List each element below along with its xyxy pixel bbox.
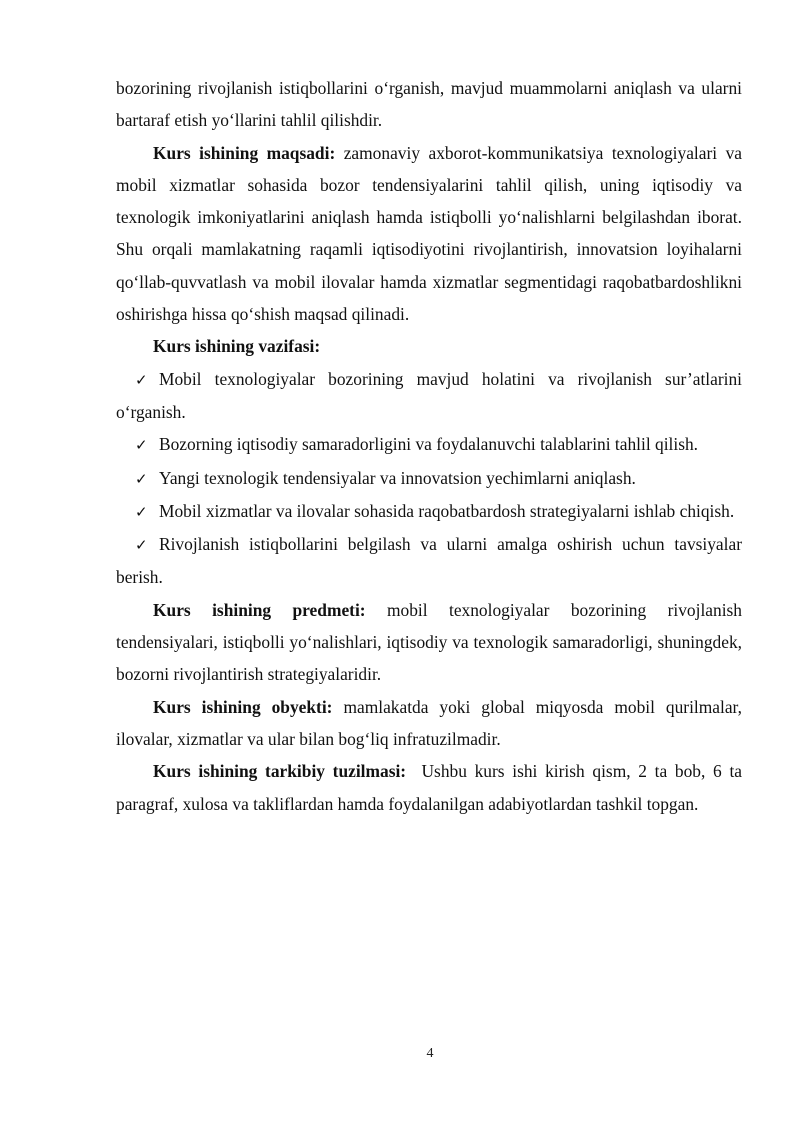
structure-paragraph	[116, 755, 747, 820]
subject-paragraph	[116, 594, 742, 691]
task-text: Mobil xizmatlar va ilovalar sohasida raqobatbardosh strategiyalarni ishlab chiqish.	[159, 500, 735, 521]
intro-paragraph	[116, 72, 742, 137]
task-text: Rivojlanish istiqbollarini belgilash va ularni amalga oshirish uchun tavsiyalar berish.	[116, 534, 742, 588]
check-icon: ✓	[135, 469, 148, 488]
task-list-item	[116, 528, 742, 594]
check-icon: ✓	[135, 436, 148, 455]
task-list-item	[116, 363, 742, 429]
goal-paragraph	[116, 137, 742, 331]
object-text: mamlakatda yoki global miqyosda mobil qurilmalar, ilovalar, xizmatlar va ular bilan bog‘liq infratuzilmadir.	[116, 696, 742, 749]
document-page	[116, 72, 747, 820]
structure-text: Ushbu kurs ishi kirish qism, 2 ta bob, 6 ta paragraf, xulosa va takliflardan hamda foydalanilgan adabiyotlardan tashkil topgan.	[116, 761, 747, 814]
subject-text: mobil texnologiyalar bozorining rivojlanish tendensiyalari, istiqbolli yo‘nalishlari, iqtisodiy va texnologik samaradorligi, shuningdek, bozorni rivojlantirish strategiyalaridir.	[116, 599, 742, 685]
subject-label: Kurs ishining predmeti:	[153, 599, 366, 620]
page-number: 4	[426, 1046, 434, 1061]
structure-label: Kurs ishining tarkibiy tuzilmasi:	[153, 761, 407, 782]
check-icon: ✓	[135, 370, 148, 389]
object-paragraph	[116, 691, 742, 756]
check-icon: ✓	[135, 536, 148, 555]
task-list-item	[116, 495, 742, 528]
task-list-item	[116, 428, 742, 461]
task-text: Mobil texnologiyalar bozorining mavjud holatini va rivojlanish sur’atlarini o‘rganish.	[116, 368, 742, 422]
goal-label: Kurs ishining maqsadi:	[153, 142, 336, 163]
goal-text: zamonaviy axborot-kommunikatsiya texnologiyalari va mobil xizmatlar sohasida bozor tendensiyalarini tahlil qilish, uning iqtisodiy va texnologik imkoniyatlarini aniqlash hamda istiqbolli yo‘nalishlarni belgilashdan iborat. Shu orqali mamlakatning raqamli iqtisodiyotini rivojlantirish, innovatsion loyihalarni qo‘llab-quvvatlash va mobil ilovalar hamda xizmatlar segmentidagi raqobatbardoshlikni oshirishga hissa qo‘shish maqsad qilinadi.	[116, 142, 742, 325]
check-icon: ✓	[135, 502, 148, 521]
task-text: Yangi texnologik tendensiyalar va innovatsion yechimlarni aniqlash.	[159, 467, 636, 488]
task-text: Bozorning iqtisodiy samaradorligini va foydalanuvchi talablarini tahlil qilish.	[159, 434, 698, 455]
task-list-item	[116, 462, 742, 495]
object-label: Kurs ishining obyekti:	[153, 696, 333, 717]
intro-text: bozorining rivojlanish istiqbollarini o‘rganish, mavjud muammolarni aniqlash va ularni bartaraf etish yo‘llarini tahlil qilishdir.	[116, 78, 742, 131]
tasks-heading-paragraph	[116, 330, 742, 362]
tasks-label: Kurs ishining vazifasi:	[153, 336, 321, 357]
